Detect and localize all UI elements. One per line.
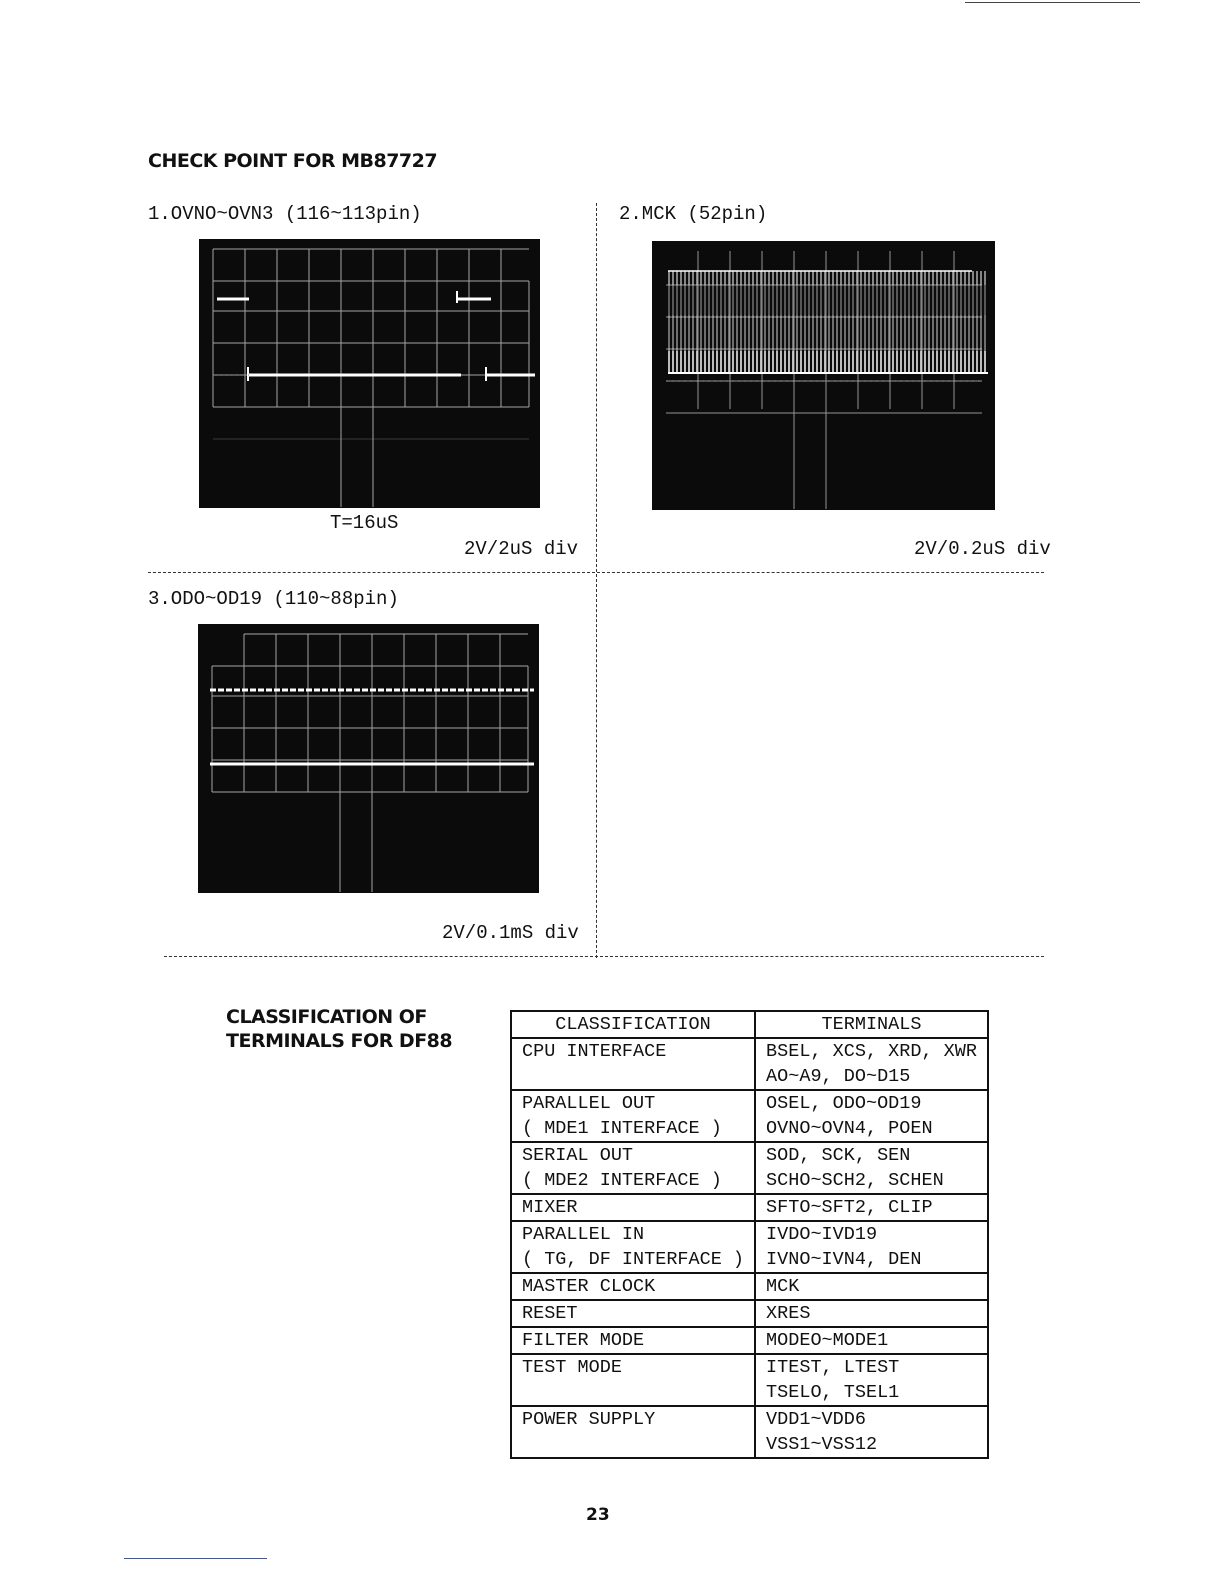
- cell-line: VDD1~VDD6: [766, 1409, 866, 1430]
- cell-line: ITEST, LTEST: [766, 1357, 900, 1378]
- cell-line: VSS1~VSS12: [766, 1434, 878, 1455]
- cell-line: XRES: [766, 1303, 811, 1324]
- scope-3-caption: 3.ODO~OD19 (110~88pin): [148, 588, 399, 610]
- footnote-rule: [124, 1558, 267, 1559]
- classification-cell: [511, 1406, 755, 1458]
- header-classification: CLASSIFICATION: [511, 1011, 755, 1038]
- cell-line: [522, 1380, 744, 1405]
- cell-line: TEST MODE: [522, 1357, 622, 1378]
- table-header-row: [511, 1011, 988, 1038]
- page-number: 23: [586, 1505, 610, 1525]
- oscilloscope-trace-1: [199, 239, 540, 508]
- classification-cell: [511, 1273, 755, 1300]
- cell-line: SCHO~SCH2, SCHEN: [766, 1170, 944, 1191]
- terminals-cell: [755, 1327, 988, 1354]
- scope-1-caption: 1.OVNO~OVN3 (116~113pin): [148, 203, 422, 225]
- table-row: [511, 1273, 988, 1300]
- scope-1-scale: 2V/2uS div: [464, 538, 579, 560]
- scope-2-trace: [652, 241, 995, 510]
- classification-title: [226, 1005, 452, 1053]
- classification-title-line-1: CLASSIFICATION OF: [226, 1006, 427, 1028]
- horizontal-divider-2: [164, 956, 1044, 957]
- cell-line: OVNO~OVN4, POEN: [766, 1118, 933, 1139]
- table-row: [511, 1221, 988, 1273]
- cell-line: BSEL, XCS, XRD, XWR: [766, 1041, 977, 1062]
- classification-cell: [511, 1327, 755, 1354]
- oscilloscope-trace-2: [652, 241, 995, 510]
- terminals-cell: [755, 1038, 988, 1090]
- terminals-cell: [755, 1354, 988, 1406]
- cell-line: ( MDE2 INTERFACE ): [522, 1170, 722, 1191]
- terminals-cell: [755, 1194, 988, 1221]
- scope-2-scale: 2V/0.2uS div: [914, 538, 1051, 560]
- scope-3-trace: [198, 624, 539, 893]
- cell-line: OSEL, ODO~OD19: [766, 1093, 922, 1114]
- cell-line: ( MDE1 INTERFACE ): [522, 1118, 722, 1139]
- cell-line: SERIAL OUT: [522, 1145, 634, 1166]
- terminals-cell: [755, 1300, 988, 1327]
- table-row: [511, 1327, 988, 1354]
- cell-line: SFTO~SFT2, CLIP: [766, 1197, 933, 1218]
- classification-cell: [511, 1194, 755, 1221]
- cell-line: [522, 1432, 744, 1457]
- cell-line: IVNO~IVN4, DEN: [766, 1249, 922, 1270]
- cell-line: ( TG, DF INTERFACE ): [522, 1249, 745, 1270]
- table-row: [511, 1354, 988, 1406]
- cell-line: POWER SUPPLY: [522, 1409, 656, 1430]
- classification-cell: [511, 1090, 755, 1142]
- top-rule: [965, 2, 1140, 3]
- table-row: [511, 1038, 988, 1090]
- cell-line: PARALLEL OUT: [522, 1093, 656, 1114]
- cell-line: MIXER: [522, 1197, 578, 1218]
- cell-line: IVDO~IVD19: [766, 1224, 878, 1245]
- table-row: [511, 1406, 988, 1458]
- classification-cell: [511, 1221, 755, 1273]
- terminals-cell: [755, 1090, 988, 1142]
- table-row: [511, 1300, 988, 1327]
- scope-1-note: T=16uS: [330, 512, 399, 534]
- classification-table: [510, 1010, 989, 1459]
- scope-2-caption: 2.MCK (52pin): [619, 203, 768, 225]
- cell-line: AO~A9, DO~D15: [766, 1066, 911, 1087]
- terminals-cell: [755, 1221, 988, 1273]
- cell-line: PARALLEL IN: [522, 1224, 645, 1245]
- table-row: [511, 1142, 988, 1194]
- cell-line: [522, 1064, 744, 1089]
- scope-3-scale: 2V/0.1mS div: [442, 922, 579, 944]
- cell-line: MASTER CLOCK: [522, 1276, 656, 1297]
- oscilloscope-trace-3: [198, 624, 539, 893]
- classification-cell: [511, 1038, 755, 1090]
- cell-line: SOD, SCK, SEN: [766, 1145, 911, 1166]
- classification-cell: [511, 1354, 755, 1406]
- section-title: CHECK POINT FOR MB87727: [148, 150, 438, 172]
- cell-line: TSELO, TSEL1: [766, 1382, 900, 1403]
- scope-1-trace: [199, 239, 540, 508]
- classification-title-line-2: TERMINALS FOR DF88: [226, 1030, 453, 1052]
- table-row: [511, 1194, 988, 1221]
- terminals-cell: [755, 1273, 988, 1300]
- cell-line: RESET: [522, 1303, 578, 1324]
- classification-cell: [511, 1142, 755, 1194]
- header-terminals: TERMINALS: [755, 1011, 988, 1038]
- classification-table-wrapper: [510, 1010, 989, 1459]
- cell-line: MCK: [766, 1276, 800, 1297]
- classification-cell: [511, 1300, 755, 1327]
- cell-line: FILTER MODE: [522, 1330, 645, 1351]
- cell-line: MODEO~MODE1: [766, 1330, 889, 1351]
- table-row: [511, 1090, 988, 1142]
- cell-line: CPU INTERFACE: [522, 1041, 667, 1062]
- horizontal-divider-1: [148, 572, 1044, 573]
- terminals-cell: [755, 1406, 988, 1458]
- vertical-divider: [596, 203, 597, 958]
- terminals-cell: [755, 1142, 988, 1194]
